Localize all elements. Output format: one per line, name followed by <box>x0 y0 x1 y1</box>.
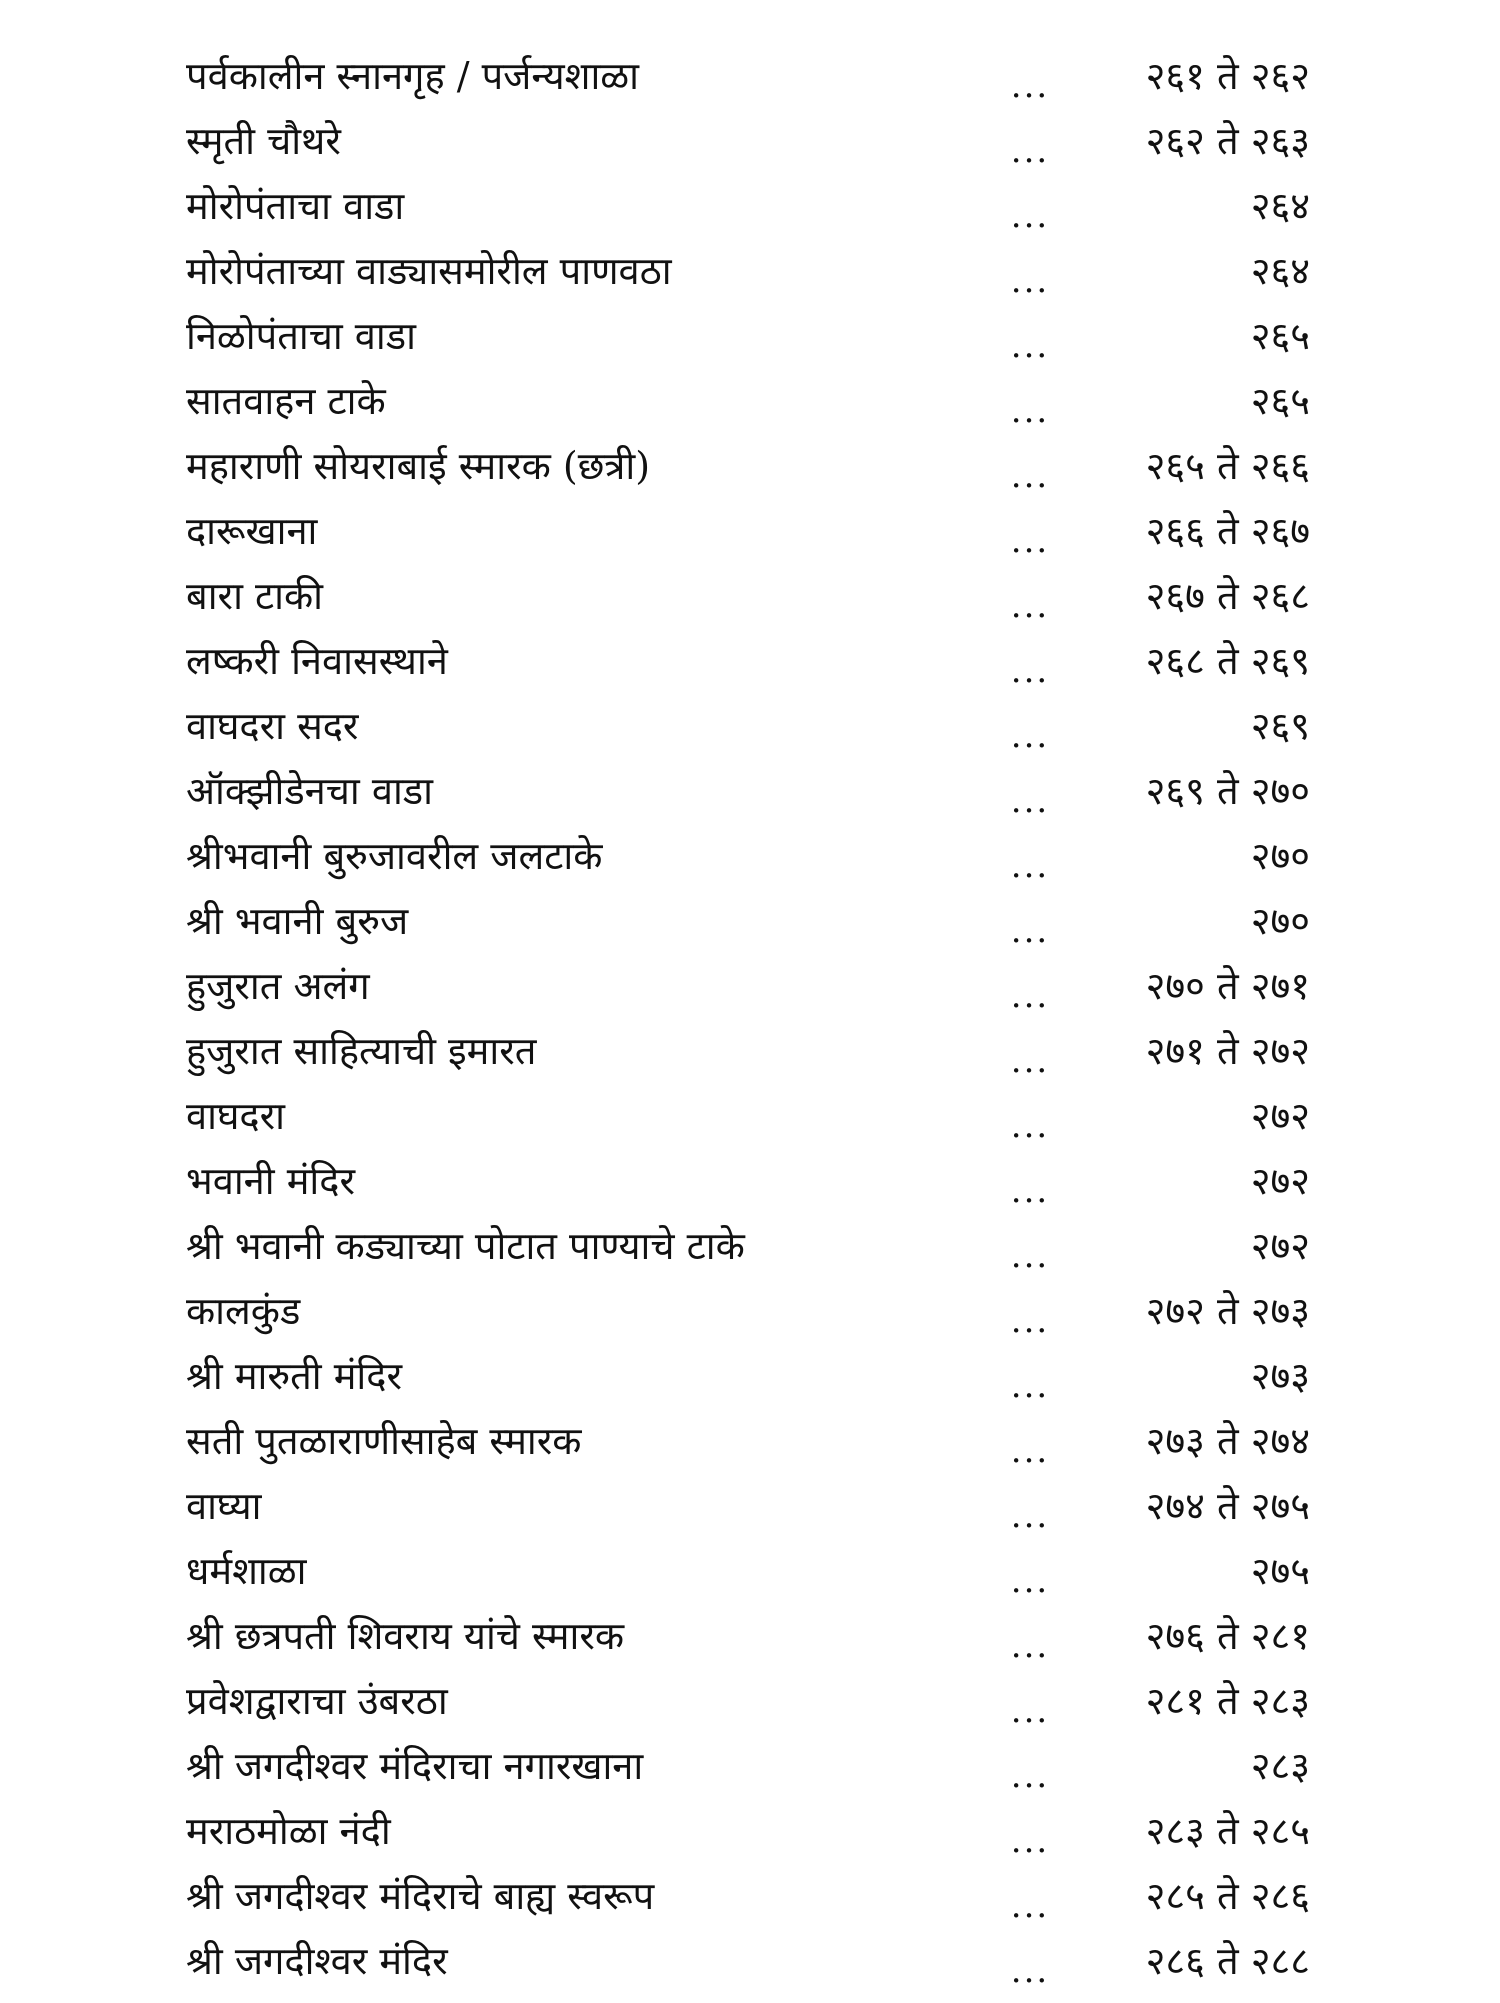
toc-entry <box>0 759 1500 823</box>
toc-entry <box>0 1279 1500 1343</box>
toc-entry-title: वाघदरा सदर <box>186 704 359 748</box>
toc-leader-dots: ... <box>1010 586 1050 626</box>
toc-entry-pages: २६४ <box>1250 249 1310 293</box>
toc-leader-dots: ... <box>1010 1236 1050 1276</box>
toc-entry-title: दारूखाना <box>186 509 318 553</box>
toc-entry-pages: २६१ ते २६२ <box>1145 54 1310 98</box>
toc-entry-title: मोरोपंताचा वाडा <box>186 184 405 228</box>
toc-entry-pages: २७१ ते २७२ <box>1145 1029 1310 1073</box>
toc-entry <box>0 564 1500 628</box>
toc-leader-dots: ... <box>1010 521 1050 561</box>
toc-entry <box>0 1149 1500 1213</box>
toc-entry-pages: २६६ ते २६७ <box>1145 509 1310 553</box>
toc-entry-title: श्री मारुती मंदिर <box>186 1354 402 1398</box>
toc-leader-dots: ... <box>1010 1626 1050 1666</box>
toc-entry-pages: २६७ ते २६८ <box>1145 574 1310 618</box>
toc-entry-pages: २६५ <box>1250 379 1310 423</box>
toc-entry <box>0 1084 1500 1148</box>
toc-entry-title: श्री भवानी कड्याच्या पोटात पाण्याचे टाके <box>186 1224 745 1268</box>
toc-entry <box>0 1669 1500 1733</box>
toc-entry-pages: २८५ ते २८६ <box>1145 1874 1310 1918</box>
toc-leader-dots: ... <box>1010 651 1050 691</box>
toc-leader-dots: ... <box>1010 391 1050 431</box>
toc-entry-title: वाघदरा <box>186 1094 285 1138</box>
toc-entry <box>0 1864 1500 1928</box>
toc-leader-dots: ... <box>1010 456 1050 496</box>
toc-entry <box>0 1344 1500 1408</box>
toc-leader-dots: ... <box>1010 1171 1050 1211</box>
toc-entry-title: हुजुरात अलंग <box>186 964 370 1008</box>
toc-entry-pages: २७५ <box>1250 1549 1310 1593</box>
toc-entry-pages: २७२ <box>1250 1224 1310 1268</box>
toc-entry <box>0 1214 1500 1278</box>
toc-entry <box>0 889 1500 953</box>
toc-leader-dots: ... <box>1010 196 1050 236</box>
toc-entry-title: बारा टाकी <box>186 574 324 618</box>
toc-entry <box>0 1539 1500 1603</box>
toc-leader-dots: ... <box>1010 261 1050 301</box>
toc-entry-title: निळोपंताचा वाडा <box>186 314 416 358</box>
toc-entry <box>0 1474 1500 1538</box>
toc-entry-pages: २७० <box>1250 899 1310 943</box>
toc-entry-pages: २८६ ते २८८ <box>1145 1939 1310 1983</box>
toc-entry-title: भवानी मंदिर <box>186 1159 355 1203</box>
toc-leader-dots: ... <box>1010 976 1050 1016</box>
toc-entry-pages: २६५ ते २६६ <box>1145 444 1310 488</box>
toc-entry-title: श्री जगदीश्वर मंदिराचे बाह्य स्वरूप <box>186 1874 655 1918</box>
toc-leader-dots: ... <box>1010 1496 1050 1536</box>
toc-entry-pages: २७२ ते २७३ <box>1145 1289 1310 1333</box>
toc-entry <box>0 1604 1500 1668</box>
toc-entry <box>0 824 1500 888</box>
toc-entry-title: श्री छत्रपती शिवराय यांचे स्मारक <box>186 1614 625 1658</box>
toc-entry-title: महाराणी सोयराबाई स्मारक (छत्री) <box>186 444 651 488</box>
toc-entry-pages: २७३ <box>1250 1354 1310 1398</box>
toc-entry-title: सती पुतळाराणीसाहेब स्मारक <box>186 1419 582 1463</box>
toc-entry-title: कालकुंड <box>186 1289 301 1333</box>
toc-entry <box>0 44 1500 108</box>
toc-entry-pages: २७२ <box>1250 1159 1310 1203</box>
toc-leader-dots: ... <box>1010 1301 1050 1341</box>
toc-entry-title: श्री जगदीश्वर मंदिर <box>186 1939 448 1983</box>
toc-leader-dots: ... <box>1010 1951 1050 1991</box>
toc-entry <box>0 1019 1500 1083</box>
toc-leader-dots: ... <box>1010 1561 1050 1601</box>
toc-entry-pages: २७४ ते २७५ <box>1145 1484 1310 1528</box>
toc-leader-dots: ... <box>1010 781 1050 821</box>
toc-entry <box>0 1409 1500 1473</box>
toc-entry-pages: २८१ ते २८३ <box>1145 1679 1310 1723</box>
toc-entry-title: वाघ्या <box>186 1484 262 1528</box>
toc-leader-dots: ... <box>1010 846 1050 886</box>
toc-leader-dots: ... <box>1010 1041 1050 1081</box>
toc-entry-pages: २६५ <box>1250 314 1310 358</box>
toc-leader-dots: ... <box>1010 1821 1050 1861</box>
toc-entry <box>0 174 1500 238</box>
toc-leader-dots: ... <box>1010 911 1050 951</box>
toc-entry-title: मोरोपंताच्या वाड्यासमोरील पाणवठा <box>186 249 672 293</box>
toc-entry <box>0 1734 1500 1798</box>
toc-entry-title: धर्मशाळा <box>186 1549 307 1593</box>
toc-entry-pages: २७० ते २७१ <box>1145 964 1310 1008</box>
toc-entry-title: लष्करी निवासस्थाने <box>186 639 448 683</box>
toc-entry-title: श्रीभवानी बुरुजावरील जलटाके <box>186 834 603 878</box>
toc-entry-title: मराठमोळा नंदी <box>186 1809 391 1853</box>
toc-entry <box>0 954 1500 1018</box>
toc-entry-title: श्री जगदीश्वर मंदिराचा नगारखाना <box>186 1744 644 1788</box>
toc-leader-dots: ... <box>1010 716 1050 756</box>
toc-entry-pages: २६४ <box>1250 184 1310 228</box>
toc-entry-title: पर्वकालीन स्नानगृह / पर्जन्यशाळा <box>186 54 640 98</box>
toc-entry <box>0 629 1500 693</box>
toc-leader-dots: ... <box>1010 1886 1050 1926</box>
toc-entry-pages: २६८ ते २६९ <box>1145 639 1310 683</box>
toc-leader-dots: ... <box>1010 1691 1050 1731</box>
toc-entry-pages: २८३ ते २८५ <box>1145 1809 1310 1853</box>
toc-entry <box>0 434 1500 498</box>
toc-entry <box>0 1929 1500 1993</box>
toc-entry <box>0 369 1500 433</box>
toc-leader-dots: ... <box>1010 1366 1050 1406</box>
toc-leader-dots: ... <box>1010 66 1050 106</box>
toc-entry <box>0 109 1500 173</box>
toc-entry-pages: २७२ <box>1250 1094 1310 1138</box>
toc-leader-dots: ... <box>1010 131 1050 171</box>
toc-entry-pages: २७० <box>1250 834 1310 878</box>
toc-entry-pages: २७६ ते २८१ <box>1145 1614 1310 1658</box>
toc-entry-title: ऑक्झीडेनचा वाडा <box>186 769 433 813</box>
toc-entry-pages: २८३ <box>1250 1744 1310 1788</box>
toc-leader-dots: ... <box>1010 1756 1050 1796</box>
toc-entry-title: सातवाहन टाके <box>186 379 386 423</box>
toc-entry-title: प्रवेशद्वाराचा उंबरठा <box>186 1679 448 1723</box>
toc-entry <box>0 694 1500 758</box>
toc-entry-pages: २६९ <box>1250 704 1310 748</box>
toc-entry-pages: २७३ ते २७४ <box>1145 1419 1310 1463</box>
toc-entry <box>0 499 1500 563</box>
toc-entry <box>0 304 1500 368</box>
toc-entry <box>0 1799 1500 1863</box>
toc-leader-dots: ... <box>1010 1431 1050 1471</box>
toc-entry-title: श्री भवानी बुरुज <box>186 899 409 943</box>
toc-entry-pages: २६२ ते २६३ <box>1145 119 1310 163</box>
toc-entry <box>0 239 1500 303</box>
toc-entry-title: स्मृती चौथरे <box>186 119 341 163</box>
toc-leader-dots: ... <box>1010 326 1050 366</box>
toc-entry-title: हुजुरात साहित्याची इमारत <box>186 1029 537 1073</box>
toc-leader-dots: ... <box>1010 1106 1050 1146</box>
toc-entry-pages: २६९ ते २७० <box>1145 769 1310 813</box>
